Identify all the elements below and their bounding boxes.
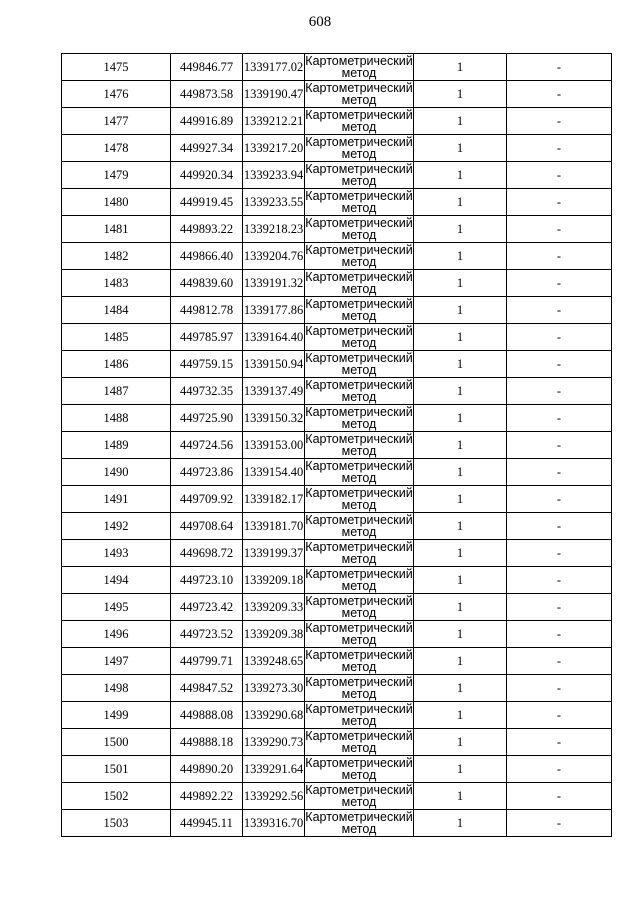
point-number-cell: 1484 [62,297,171,324]
method-line2: метод [341,201,377,215]
note-cell: - [507,81,612,108]
method-line1: Картометрический [305,243,413,257]
method-cell [305,162,414,189]
note-cell: - [507,270,612,297]
table-row [62,567,612,594]
x-coordinate-cell: 449723.10 [171,567,243,594]
accuracy-cell: 1 [414,81,507,108]
point-number-cell: 1493 [62,540,171,567]
method-line1: Картометрический [305,675,413,689]
x-coordinate-cell: 449785.97 [171,324,243,351]
y-coordinate-cell: 1339154.40 [243,459,305,486]
point-number-cell: 1481 [62,216,171,243]
method-line1: Картометрический [305,162,413,176]
method-cell [305,459,414,486]
method-cell [305,351,414,378]
table-row [62,783,612,810]
y-coordinate-cell: 1339177.02 [243,54,305,81]
accuracy-cell: 1 [414,513,507,540]
y-coordinate-cell: 1339217.20 [243,135,305,162]
method-cell [305,783,414,810]
y-coordinate-cell: 1339209.33 [243,594,305,621]
table-row [62,405,612,432]
x-coordinate-cell: 449799.71 [171,648,243,675]
method-line1: Картометрический [305,378,413,392]
method-cell [305,432,414,459]
point-number-cell: 1489 [62,432,171,459]
method-cell [305,243,414,270]
method-line1: Картометрический [305,135,413,149]
table-row [62,594,612,621]
point-number-cell: 1479 [62,162,171,189]
method-line2: метод [341,363,377,377]
table-row [62,108,612,135]
y-coordinate-cell: 1339209.18 [243,567,305,594]
y-coordinate-cell: 1339233.94 [243,162,305,189]
x-coordinate-cell: 449920.34 [171,162,243,189]
point-number-cell: 1499 [62,702,171,729]
method-line2: метод [341,417,377,431]
accuracy-cell: 1 [414,189,507,216]
method-line1: Картометрический [305,540,413,554]
x-coordinate-cell: 449873.58 [171,81,243,108]
y-coordinate-cell: 1339150.32 [243,405,305,432]
method-line2: метод [341,633,377,647]
note-cell: - [507,54,612,81]
method-line1: Картометрический [305,189,413,203]
x-coordinate-cell: 449724.56 [171,432,243,459]
method-cell [305,513,414,540]
method-line2: метод [341,741,377,755]
note-cell: - [507,675,612,702]
method-line1: Картометрический [305,270,413,284]
point-number-cell: 1475 [62,54,171,81]
note-cell: - [507,108,612,135]
method-line1: Картометрический [305,486,413,500]
accuracy-cell: 1 [414,351,507,378]
x-coordinate-cell: 449945.11 [171,810,243,837]
note-cell: - [507,378,612,405]
point-number-cell: 1498 [62,675,171,702]
note-cell: - [507,702,612,729]
note-cell: - [507,189,612,216]
x-coordinate-cell: 449812.78 [171,297,243,324]
table-row [62,702,612,729]
note-cell: - [507,216,612,243]
accuracy-cell: 1 [414,432,507,459]
method-line1: Картометрический [305,648,413,662]
y-coordinate-cell: 1339204.76 [243,243,305,270]
method-line1: Картометрический [305,702,413,716]
method-cell [305,810,414,837]
table-row [62,162,612,189]
y-coordinate-cell: 1339233.55 [243,189,305,216]
table-body [62,54,612,837]
method-cell [305,189,414,216]
point-number-cell: 1492 [62,513,171,540]
note-cell: - [507,351,612,378]
table-row [62,243,612,270]
accuracy-cell: 1 [414,459,507,486]
x-coordinate-cell: 449725.90 [171,405,243,432]
x-coordinate-cell: 449888.18 [171,729,243,756]
method-cell [305,378,414,405]
method-line1: Картометрический [305,324,413,338]
note-cell: - [507,486,612,513]
method-line1: Картометрический [305,783,413,797]
method-line1: Картометрический [305,216,413,230]
table-row [62,540,612,567]
method-line2: метод [341,336,377,350]
note-cell: - [507,162,612,189]
method-line1: Картометрический [305,108,413,122]
note-cell: - [507,783,612,810]
method-cell [305,756,414,783]
method-cell [305,216,414,243]
y-coordinate-cell: 1339290.68 [243,702,305,729]
x-coordinate-cell: 449927.34 [171,135,243,162]
point-number-cell: 1503 [62,810,171,837]
accuracy-cell: 1 [414,162,507,189]
table-row [62,270,612,297]
point-number-cell: 1478 [62,135,171,162]
y-coordinate-cell: 1339137.49 [243,378,305,405]
x-coordinate-cell: 449839.60 [171,270,243,297]
method-line2: метод [341,228,377,242]
point-number-cell: 1500 [62,729,171,756]
note-cell: - [507,459,612,486]
method-line2: метод [341,768,377,782]
x-coordinate-cell: 449759.15 [171,351,243,378]
y-coordinate-cell: 1339182.17 [243,486,305,513]
note-cell: - [507,567,612,594]
method-line2: метод [341,390,377,404]
table-row [62,324,612,351]
point-number-cell: 1502 [62,783,171,810]
method-line2: метод [341,444,377,458]
y-coordinate-cell: 1339290.73 [243,729,305,756]
y-coordinate-cell: 1339291.64 [243,756,305,783]
method-line1: Картометрический [305,351,413,365]
page-number: 608 [308,14,332,30]
method-line1: Картометрический [305,405,413,419]
note-cell: - [507,432,612,459]
method-line2: метод [341,795,377,809]
note-cell: - [507,621,612,648]
note-cell: - [507,513,612,540]
method-line1: Картометрический [305,594,413,608]
y-coordinate-cell: 1339273.30 [243,675,305,702]
method-line2: метод [341,93,377,107]
note-cell: - [507,540,612,567]
x-coordinate-cell: 449866.40 [171,243,243,270]
point-number-cell: 1497 [62,648,171,675]
point-number-cell: 1488 [62,405,171,432]
y-coordinate-cell: 1339218.23 [243,216,305,243]
accuracy-cell: 1 [414,540,507,567]
note-cell: - [507,405,612,432]
x-coordinate-cell: 449919.45 [171,189,243,216]
y-coordinate-cell: 1339177.86 [243,297,305,324]
method-line1: Картометрический [305,567,413,581]
method-line1: Картометрический [305,810,413,824]
point-number-cell: 1476 [62,81,171,108]
note-cell: - [507,324,612,351]
method-cell [305,405,414,432]
table-row [62,756,612,783]
method-line1: Картометрический [305,432,413,446]
method-cell [305,324,414,351]
y-coordinate-cell: 1339191.32 [243,270,305,297]
table-row [62,648,612,675]
method-line1: Картометрический [305,513,413,527]
table-row [62,459,612,486]
method-line1: Картометрический [305,621,413,635]
method-cell [305,729,414,756]
coordinates-table [61,53,612,837]
x-coordinate-cell: 449698.72 [171,540,243,567]
x-coordinate-cell: 449732.35 [171,378,243,405]
x-coordinate-cell: 449709.92 [171,486,243,513]
method-cell [305,108,414,135]
accuracy-cell: 1 [414,135,507,162]
accuracy-cell: 1 [414,54,507,81]
table-row [62,297,612,324]
y-coordinate-cell: 1339199.37 [243,540,305,567]
y-coordinate-cell: 1339248.65 [243,648,305,675]
table-row [62,54,612,81]
method-cell [305,135,414,162]
y-coordinate-cell: 1339181.70 [243,513,305,540]
point-number-cell: 1482 [62,243,171,270]
x-coordinate-cell: 449708.64 [171,513,243,540]
accuracy-cell: 1 [414,702,507,729]
note-cell: - [507,594,612,621]
table-row [62,189,612,216]
note-cell: - [507,729,612,756]
table-row [62,486,612,513]
method-cell [305,621,414,648]
point-number-cell: 1491 [62,486,171,513]
table-row [62,810,612,837]
method-cell [305,648,414,675]
table-row [62,621,612,648]
point-number-cell: 1501 [62,756,171,783]
y-coordinate-cell: 1339153.00 [243,432,305,459]
accuracy-cell: 1 [414,648,507,675]
x-coordinate-cell: 449893.22 [171,216,243,243]
point-number-cell: 1483 [62,270,171,297]
method-line1: Картометрический [305,297,413,311]
table-row [62,351,612,378]
note-cell: - [507,810,612,837]
method-line1: Картометрический [305,756,413,770]
note-cell: - [507,297,612,324]
method-line2: метод [341,606,377,620]
y-coordinate-cell: 1339150.94 [243,351,305,378]
table-row [62,378,612,405]
y-coordinate-cell: 1339316.70 [243,810,305,837]
note-cell: - [507,648,612,675]
x-coordinate-cell: 449892.22 [171,783,243,810]
point-number-cell: 1496 [62,621,171,648]
method-line2: метод [341,714,377,728]
method-cell [305,81,414,108]
method-line1: Картометрический [305,54,413,68]
method-line2: метод [341,174,377,188]
accuracy-cell: 1 [414,405,507,432]
accuracy-cell: 1 [414,729,507,756]
method-line2: метод [341,660,377,674]
y-coordinate-cell: 1339209.38 [243,621,305,648]
x-coordinate-cell: 449723.52 [171,621,243,648]
method-line2: метод [341,525,377,539]
accuracy-cell: 1 [414,297,507,324]
accuracy-cell: 1 [414,378,507,405]
table-row [62,675,612,702]
method-line1: Картометрический [305,729,413,743]
point-number-cell: 1494 [62,567,171,594]
table-row [62,729,612,756]
accuracy-cell: 1 [414,108,507,135]
point-number-cell: 1487 [62,378,171,405]
y-coordinate-cell: 1339164.40 [243,324,305,351]
note-cell: - [507,756,612,783]
y-coordinate-cell: 1339292.56 [243,783,305,810]
method-cell [305,594,414,621]
point-number-cell: 1490 [62,459,171,486]
accuracy-cell: 1 [414,675,507,702]
accuracy-cell: 1 [414,594,507,621]
table-row [62,81,612,108]
table-row [62,432,612,459]
accuracy-cell: 1 [414,270,507,297]
method-line2: метод [341,471,377,485]
accuracy-cell: 1 [414,486,507,513]
x-coordinate-cell: 449723.42 [171,594,243,621]
method-line2: метод [341,498,377,512]
method-line2: метод [341,255,377,269]
x-coordinate-cell: 449890.20 [171,756,243,783]
method-line2: метод [341,309,377,323]
method-cell [305,567,414,594]
y-coordinate-cell: 1339190.47 [243,81,305,108]
x-coordinate-cell: 449847.52 [171,675,243,702]
note-cell: - [507,135,612,162]
method-cell [305,540,414,567]
x-coordinate-cell: 449916.89 [171,108,243,135]
table-row [62,216,612,243]
table-row [62,135,612,162]
accuracy-cell: 1 [414,243,507,270]
point-number-cell: 1485 [62,324,171,351]
x-coordinate-cell: 449888.08 [171,702,243,729]
accuracy-cell: 1 [414,756,507,783]
method-line2: метод [341,120,377,134]
table-row [62,513,612,540]
accuracy-cell: 1 [414,783,507,810]
method-cell [305,675,414,702]
method-line2: метод [341,687,377,701]
point-number-cell: 1495 [62,594,171,621]
method-cell [305,54,414,81]
x-coordinate-cell: 449723.86 [171,459,243,486]
note-cell: - [507,243,612,270]
point-number-cell: 1486 [62,351,171,378]
accuracy-cell: 1 [414,567,507,594]
method-line2: метод [341,66,377,80]
method-line2: метод [341,282,377,296]
accuracy-cell: 1 [414,621,507,648]
accuracy-cell: 1 [414,324,507,351]
accuracy-cell: 1 [414,216,507,243]
method-cell [305,486,414,513]
method-line2: метод [341,822,377,836]
accuracy-cell: 1 [414,810,507,837]
y-coordinate-cell: 1339212.21 [243,108,305,135]
method-line2: метод [341,147,377,161]
method-line1: Картометрический [305,81,413,95]
point-number-cell: 1477 [62,108,171,135]
method-line2: метод [341,579,377,593]
method-cell [305,702,414,729]
method-cell [305,297,414,324]
method-cell [305,270,414,297]
x-coordinate-cell: 449846.77 [171,54,243,81]
method-line2: метод [341,552,377,566]
method-line1: Картометрический [305,459,413,473]
point-number-cell: 1480 [62,189,171,216]
